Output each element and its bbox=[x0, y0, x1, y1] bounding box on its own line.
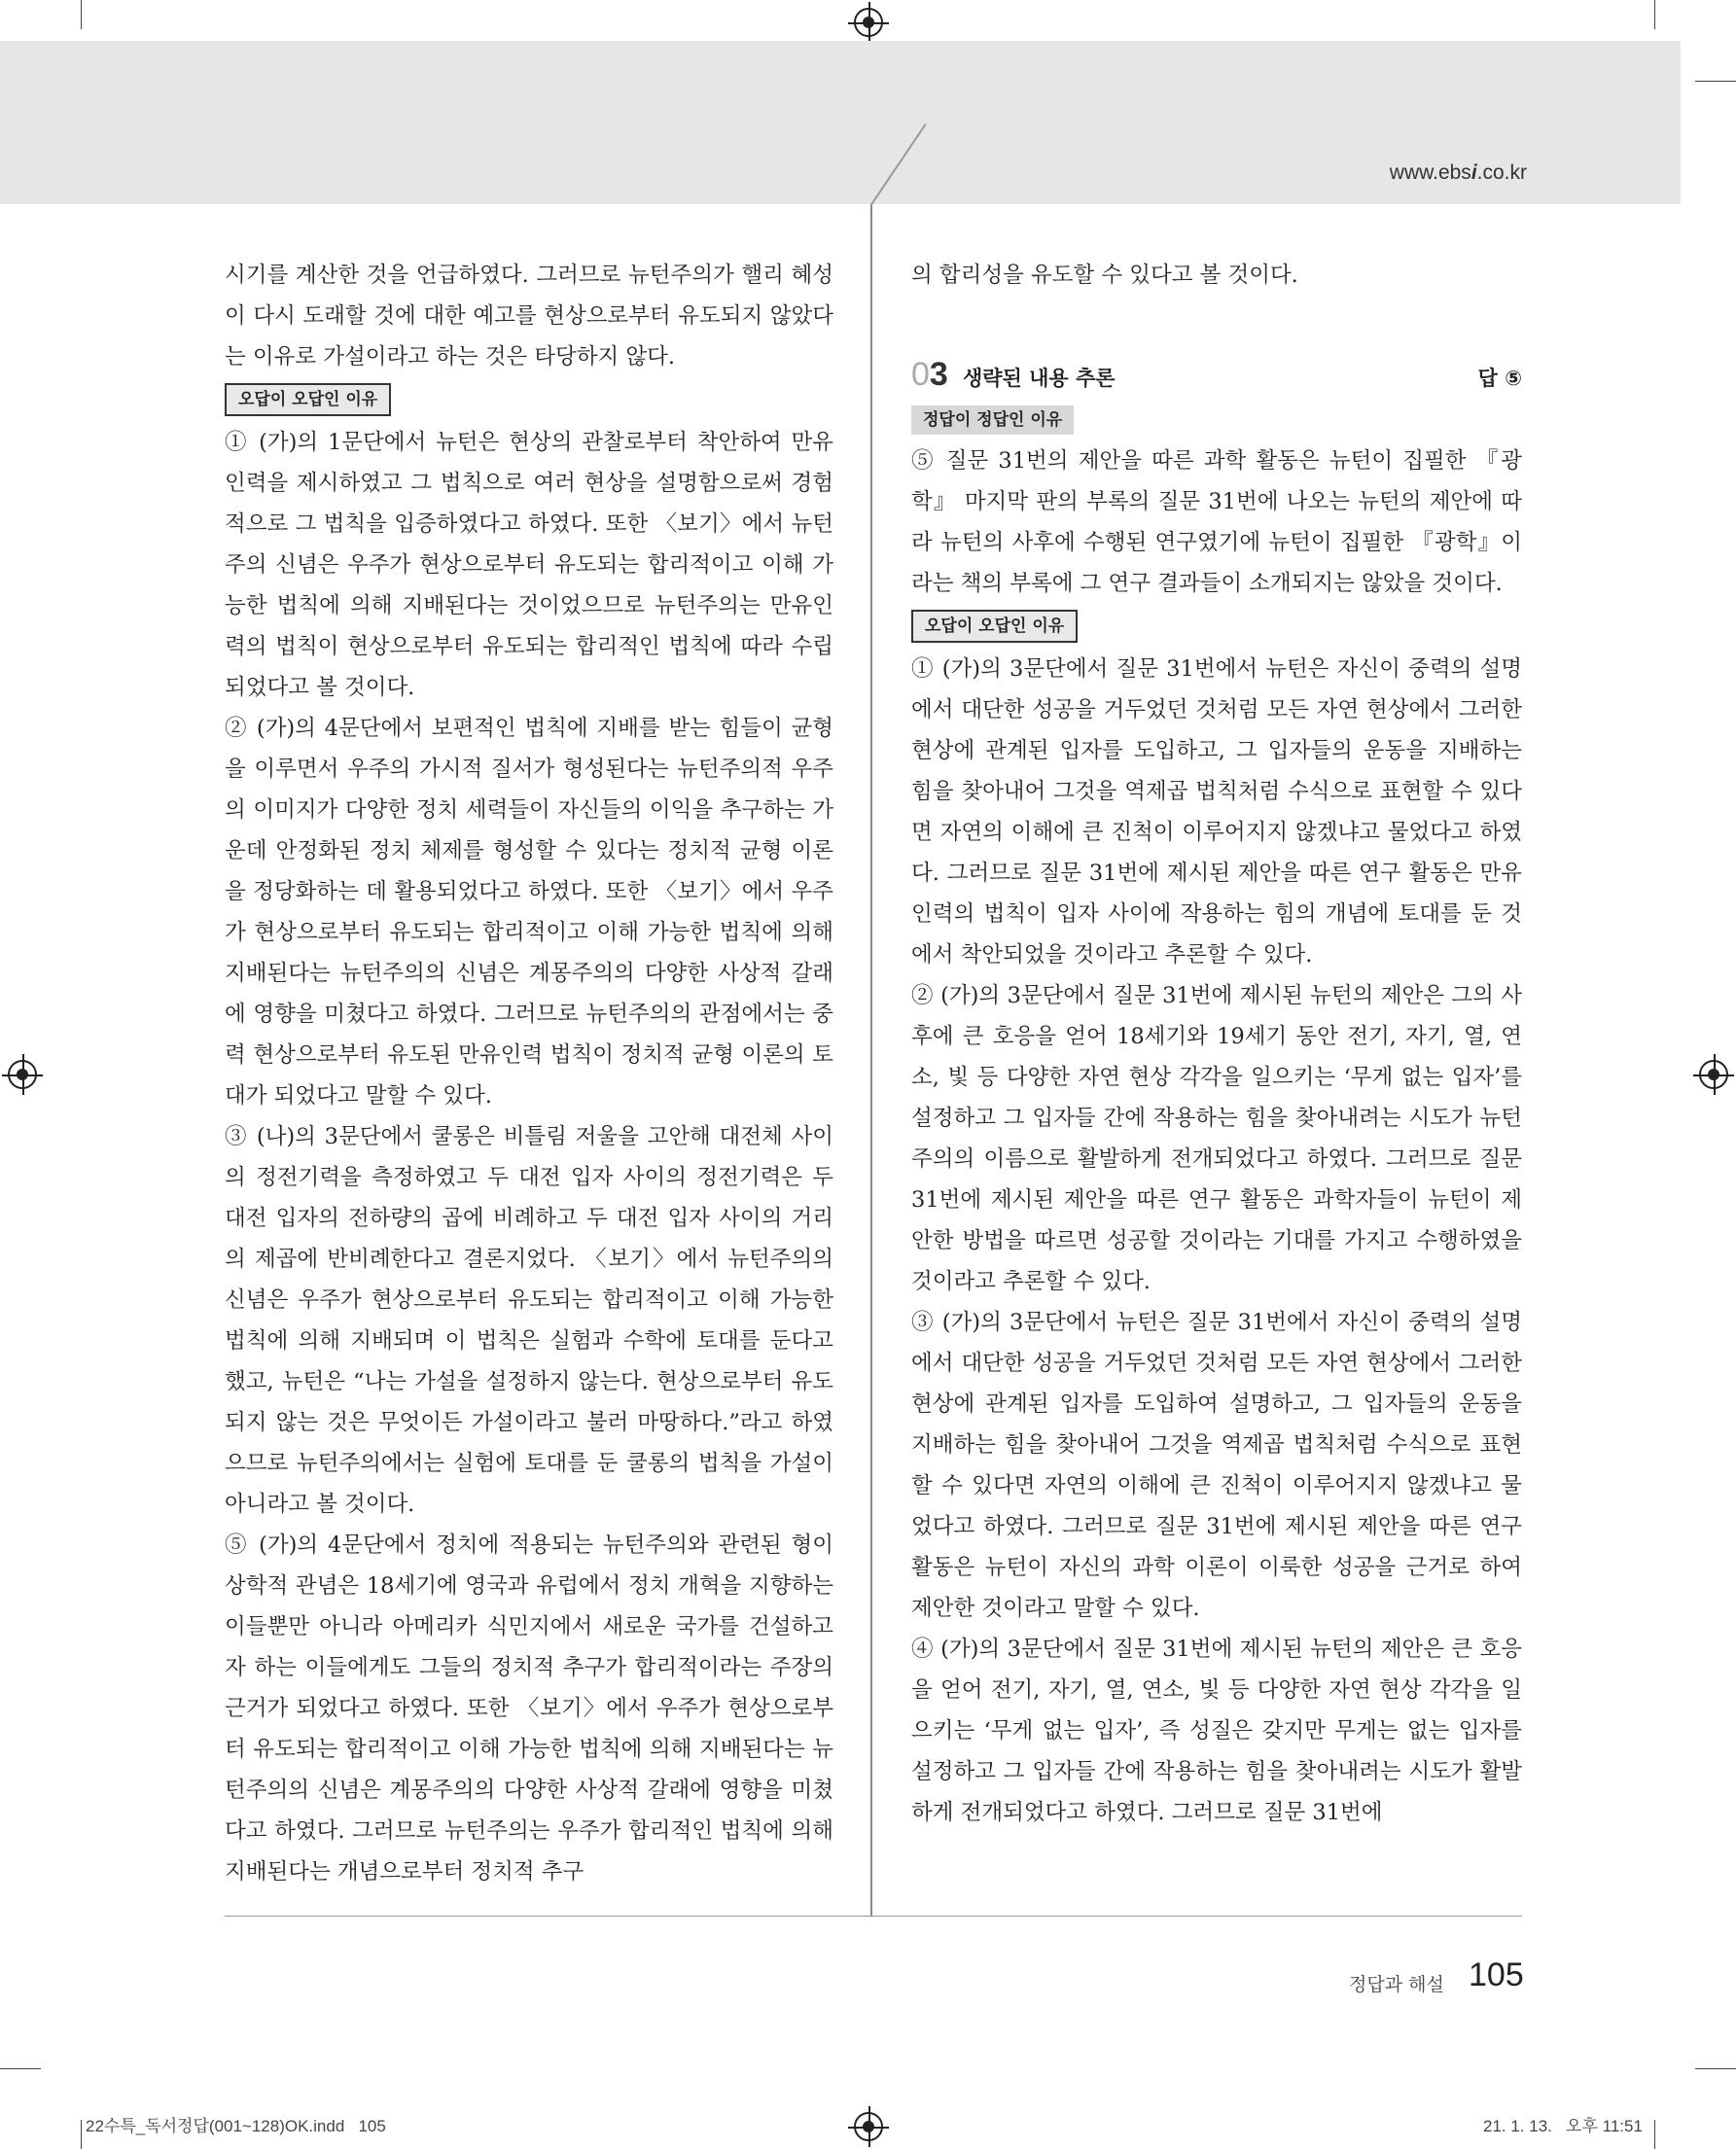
crop-mark bbox=[81, 2120, 82, 2149]
print-slug-file: 22수특_독서정답(001~128)OK.indd 105 bbox=[86, 2117, 386, 2135]
column-divider bbox=[870, 204, 872, 1916]
right-item: ③ (가)의 3문단에서 뉴턴은 질문 31번에서 자신이 중력의 설명에서 대단한 성공을 거두었던 것처럼 모든 자연 현상에서 그러한 현상에 관계된 입자를 도입하여 설명하고, 그 입자들의 운동을 지배하는 힘을 찾아내어 그것을 역제곱 법칙처럼 수식으로 표현할 수 있다면 자연의 이해에 큰 진척이 이루어지지 않겠냐고 물었다고 하였다. 그러므로 질문 31번에 제시된 제안을 따른 연구 활동은 뉴턴이 자신의 과학 이론이 이룩한 성공을 근거로 하여 제안한 것이라고 말할 수 있다. bbox=[911, 1310, 1522, 1621]
site-url: www.ebsi.co.kr bbox=[1389, 161, 1527, 184]
registration-mark-icon bbox=[1699, 1060, 1728, 1089]
registration-mark-icon bbox=[854, 8, 883, 37]
right-item: ② (가)의 3문단에서 질문 31번에 제시된 뉴턴의 제안은 그의 사후에 큰 호응을 얻어 18세기와 19세기 동안 전기, 자기, 열, 연소, 빛 등 다양한 자연 현상 각각을 일으키는 ‘무게 없는 입자’를 설정하고 그 입자들 간에 작용하는 힘을 찾아내려는 시도가 뉴턴주의의 이름으로 활발하게 전개되었다고 하였다. 그러므로 질문 31번에 제시된 제안을 따른 연구 활동은 과학자들이 뉴턴이 제안한 방법을 따르면 성공할 것이라는 기대를 가지고 수행하였을 것이라고 추론할 수 있다. bbox=[911, 983, 1522, 1294]
crop-mark bbox=[0, 2068, 41, 2069]
crop-mark bbox=[1654, 0, 1655, 29]
crop-mark bbox=[81, 0, 82, 29]
correct-answer-tag: 정답이 정답인 이유 bbox=[911, 405, 1074, 435]
crop-mark bbox=[1695, 2068, 1736, 2069]
right-intro: 의 합리성을 유도할 수 있다고 볼 것이다. bbox=[911, 263, 1298, 288]
registration-mark-icon bbox=[8, 1060, 37, 1089]
section-heading bbox=[911, 356, 1522, 394]
section-answer: 답 ⑤ bbox=[1477, 367, 1522, 390]
crop-mark bbox=[1654, 2120, 1655, 2149]
left-column bbox=[225, 255, 833, 1892]
section-title: 생략된 내용 추론 bbox=[962, 367, 1116, 390]
registration-mark-icon bbox=[854, 2112, 883, 2141]
left-intro: 시기를 계산한 것을 언급하였다. 그러므로 뉴턴주의가 핼리 혜성이 다시 도래할 것에 대한 예고를 현상으로부터 유도되지 않았다는 이유로 가설이라고 하는 것은 타당하지 않다. bbox=[225, 263, 833, 370]
right-item: ① (가)의 3문단에서 질문 31번에서 뉴턴은 자신이 중력의 설명에서 대단한 성공을 거두었던 것처럼 모든 자연 현상에서 그러한 현상에 관계된 입자를 도입하고, 그 입자들의 운동을 지배하는 힘을 찾아내어 그것을 역제곱 법칙처럼 수식으로 표현할 수 있다면 자연의 이해에 큰 진척이 이루어지지 않겠냐고 물었다고 하였다. 그러므로 질문 31번에 제시된 제안을 따른 연구 활동은 만유인력의 법칙이 입자 사이에 작용하는 힘의 개념에 토대를 둔 것에서 착안되었을 것이라고 추론할 수 있다. bbox=[911, 656, 1522, 968]
wrong-answer-tag: 오답이 오답인 이유 bbox=[225, 383, 391, 416]
crop-mark bbox=[1695, 81, 1736, 82]
left-item: ③ (나)의 3문단에서 쿨롱은 비틀림 저울을 고안해 대전체 사이의 정전기력을 측정하였고 두 대전 입자 사이의 정전기력은 두 대전 입자의 전하량의 곱에 비례하고 두 대전 입자 사이의 거리의 제곱에 반비례한다고 결론지었다. 〈보기〉에서 뉴턴주의의 신념은 우주가 현상으로부터 유도되는 합리적이고 이해 가능한 법칙에 의해 지배되며 이 법칙은 실험과 수학에 토대를 둔다고 했고, 뉴턴은 “나는 가설을 설정하지 않는다. 현상으로부터 유도되지 않는 것은 무엇이든 가설이라고 불러 마땅하다.”라고 하였으므로 뉴턴주의에서는 실험에 토대를 둔 쿨롱의 법칙을 가설이 아니라고 볼 것이다. bbox=[225, 1124, 833, 1517]
left-item: ① (가)의 1문단에서 뉴턴은 현상의 관찰로부터 착안하여 만유인력을 제시하였고 그 법칙으로 여러 현상을 설명함으로써 경험적으로 그 법칙을 입증하였다고 하였다. 또한 〈보기〉에서 뉴턴주의 신념은 우주가 현상으로부터 유도되는 합리적이고 이해 가능한 법칙에 의해 지배된다는 것이었으므로 뉴턴주의는 만유인력의 법칙이 현상으로부터 유도되는 합리적인 법칙에 따라 수립되었다고 볼 것이다. bbox=[225, 430, 833, 700]
wrong-answer-tag: 오답이 오답인 이유 bbox=[911, 610, 1078, 643]
footer-label: 정답과 해설 bbox=[1349, 1974, 1444, 1995]
section-number: 03 bbox=[911, 356, 948, 393]
footer-rule bbox=[225, 1916, 1522, 1917]
right-column bbox=[911, 255, 1522, 1833]
left-item: ② (가)의 4문단에서 보편적인 법칙에 지배를 받는 힘들이 균형을 이루면서 우주의 가시적 질서가 형성된다는 뉴턴주의적 우주의 이미지가 다양한 정치 세력들이 자신들의 이익을 추구하는 가운데 안정화된 정치 체제를 형성할 수 있다는 정치적 균형 이론을 정당화하는 데 활용되었다고 하였다. 또한 〈보기〉에서 우주가 현상으로부터 유도되는 합리적이고 이해 가능한 법칙에 의해 지배된다는 뉴턴주의의 신념은 계몽주의의 다양한 사상적 갈래에 영향을 미쳤다고 하였다. 그러므로 뉴턴주의의 관점에서는 중력 현상으로부터 유도된 만유인력 법칙이 정치적 균형 이론의 토대가 되었다고 말할 수 있다. bbox=[225, 716, 833, 1109]
print-slug-date: 21. 1. 13. 오후 11:51 bbox=[1483, 2117, 1643, 2135]
right-item: ④ (가)의 3문단에서 질문 31번에 제시된 뉴턴의 제안은 큰 호응을 얻어 전기, 자기, 열, 연소, 빛 등 다양한 자연 현상 각각을 일으키는 ‘무게 없는 입자’, 즉 성질은 갖지만 무게는 없는 입자를 설정하고 그 입자들 간에 작용하는 힘을 찾아내려는 시도가 활발하게 전개되었다고 하였다. 그러므로 질문 31번에 bbox=[911, 1637, 1522, 1825]
correct-text: ⑤ 질문 31번의 제안을 따른 과학 활동은 뉴턴이 집필한 『광학』 마지막 판의 부록의 질문 31번에 나오는 뉴턴의 제안에 따라 뉴턴의 사후에 수행된 연구였기에 뉴턴이 집필한 『광학』이라는 책의 부록에 그 연구 결과들이 소개되지는 않았을 것이다. bbox=[911, 448, 1522, 596]
page-number: 105 bbox=[1469, 1956, 1524, 1993]
left-item: ⑤ (가)의 4문단에서 정치에 적용되는 뉴턴주의와 관련된 형이상학적 관념은 18세기에 영국과 유럽에서 정치 개혁을 지향하는 이들뿐만 아니라 아메리카 식민지에서 새로운 국가를 건설하고자 하는 이들에게도 그들의 정치적 추구가 합리적이라는 주장의 근거가 되었다고 하였다. 또한 〈보기〉에서 우주가 현상으로부터 유도되는 합리적이고 이해 가능한 법칙에 의해 지배된다는 뉴턴주의의 신념은 계몽주의의 다양한 사상적 갈래에 영향을 미쳤다고 하였다. 그러므로 뉴턴주의는 우주가 합리적인 법칙에 의해 지배된다는 개념으로부터 정치적 추구 bbox=[225, 1532, 833, 1885]
